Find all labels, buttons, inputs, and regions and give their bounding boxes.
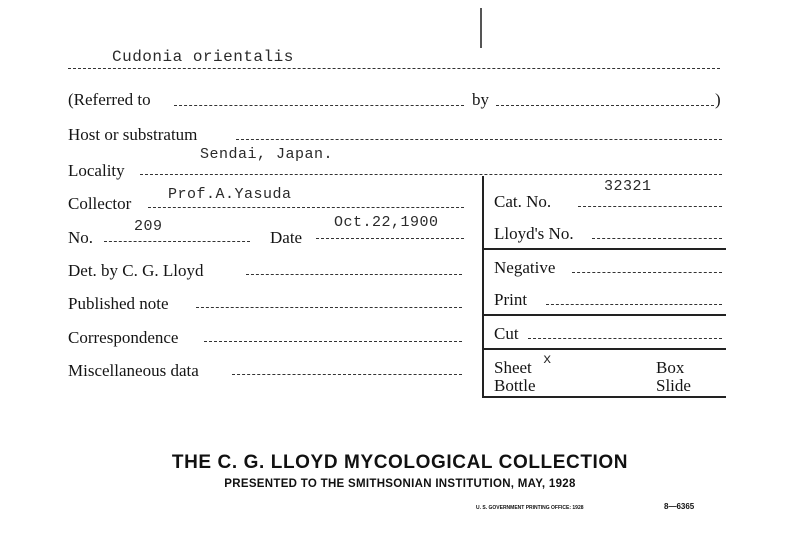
printer-imprint: U. S. GOVERNMENT PRINTING OFFICE: 1928 [476, 505, 584, 511]
cat-no-label: Cat. No. [494, 192, 552, 211]
no-line [104, 241, 250, 242]
form-number: 8—6365 [664, 502, 695, 511]
date-line [316, 238, 464, 239]
catalog-box-divider-1 [482, 248, 726, 250]
box-label: Box [656, 358, 685, 377]
correspondence-label: Correspondence [68, 328, 179, 347]
det-by-label: Det. by C. G. Lloyd [68, 261, 204, 280]
locality-line [140, 174, 722, 175]
host-label: Host or substratum [68, 125, 198, 144]
lloyds-no-label: Lloyd's No. [494, 224, 574, 243]
cut-line [528, 338, 722, 339]
by-line [496, 105, 714, 106]
collector-line [148, 207, 464, 208]
species-name: Cudonia orientalis [112, 48, 294, 66]
miscellaneous-label: Miscellaneous data [68, 361, 199, 380]
sheet-label: Sheet [494, 358, 532, 377]
miscellaneous-line [232, 374, 462, 375]
lloyds-no-line [592, 238, 722, 239]
negative-line [572, 272, 722, 273]
collection-title: THE C. G. LLOYD MYCOLOGICAL COLLECTION [171, 452, 629, 473]
cut-label: Cut [494, 324, 519, 343]
catalog-box-divider-2 [482, 314, 726, 316]
collector-value: Prof.A.Yasuda [168, 186, 292, 203]
published-note-line [196, 307, 462, 308]
date-label: Date [270, 228, 303, 247]
slide-label: Slide [656, 376, 691, 395]
no-label: No. [68, 228, 94, 247]
by-label: by [472, 90, 489, 109]
locality-label: Locality [68, 161, 125, 180]
species-line [68, 68, 720, 69]
catalog-box-bottom-border [482, 396, 726, 398]
fold-line [480, 8, 482, 48]
host-line [236, 139, 722, 140]
referred-to-label: (Referred to [68, 90, 151, 109]
cat-no-line [578, 206, 722, 207]
sheet-mark: x [543, 352, 552, 368]
catalog-box-divider-3 [482, 348, 726, 350]
collection-subtitle: PRESENTED TO THE SMITHSONIAN INSTITUTION, MAY, 1928 [224, 478, 576, 490]
referred-to-line [174, 105, 464, 106]
negative-label: Negative [494, 258, 556, 277]
date-value: Oct.22,1900 [334, 214, 439, 231]
close-paren: ) [715, 90, 721, 109]
published-note-label: Published note [68, 294, 169, 313]
no-value: 209 [134, 218, 163, 235]
correspondence-line [204, 341, 462, 342]
collector-label: Collector [68, 194, 132, 213]
catalog-box-left-border [482, 176, 484, 398]
print-line [546, 304, 722, 305]
det-by-line [246, 274, 462, 275]
locality-value: Sendai, Japan. [200, 146, 334, 163]
print-label: Print [494, 290, 528, 309]
bottle-label: Bottle [494, 376, 536, 395]
cat-no-value: 32321 [604, 178, 652, 195]
